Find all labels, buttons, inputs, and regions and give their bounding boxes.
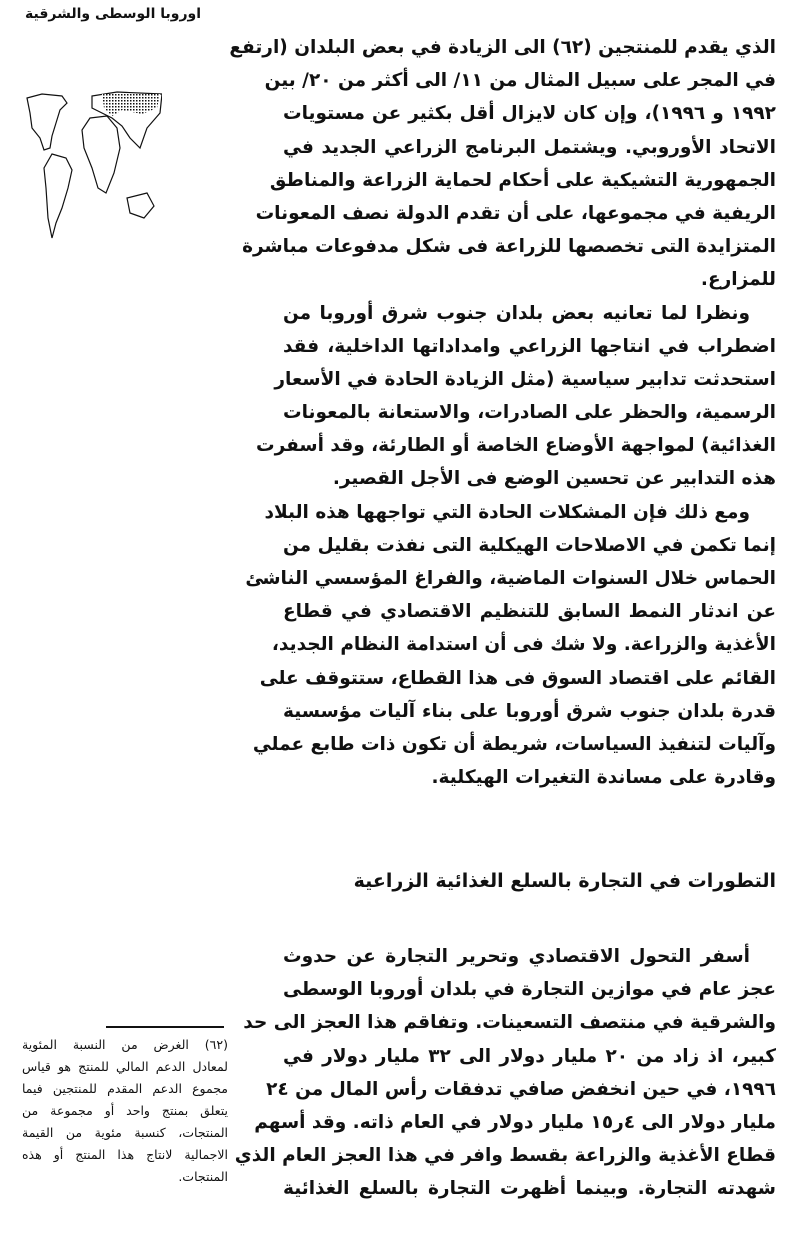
- text-line: اضطراب في انتاجها الزراعي وامداداتها الداخلية، فقد: [283, 335, 776, 357]
- text-line: قطاع الأغذية والزراعة بقسط وافر في هذا العجز العام الذي: [234, 1145, 776, 1167]
- text-line: كبير، اذ زاد من ٢٠ مليار دولار الى ٣٢ مليار دولار في: [283, 1045, 776, 1067]
- hatched-region: [102, 94, 160, 116]
- text-line: وآليات لتنفيذ السياسات، شريطة أن تكون ذات طابع عملي: [252, 733, 776, 755]
- text-line: ومع ذلك فإن المشكلات الحادة التي تواجهها هذه البلاد: [264, 501, 750, 523]
- running-head: اوروبا الوسطى والشرقية: [25, 6, 202, 22]
- paragraph-1: [229, 31, 776, 794]
- text-line: الحماس خلال السنوات الماضية، والفراغ المؤسسي الناشئ: [245, 568, 776, 589]
- text-line: المتزايدة التى تخصصها للزراعة فى شكل مدفوعات مباشرة: [242, 236, 776, 258]
- footnote-line: لمعادل الدعم المالي للمنتج هو قياس: [22, 1059, 228, 1074]
- footnote: [22, 1034, 228, 1188]
- text-line: والشرقية في منتصف التسعينات. وتفاقم هذا العجز الى حد: [243, 1012, 776, 1034]
- text-line: استحدثت تدابير سياسية (مثل الزيادة الحادة في الأسعار: [274, 368, 776, 390]
- text-line: الاتحاد الأوروبي. ويشتمل البرنامج الزراعي الجديد في: [283, 136, 776, 158]
- text-line: إنما تكمن في الاصلاحات الهيكلية التى نفذت بقليل من: [283, 534, 776, 556]
- world-map-icon: [22, 88, 162, 248]
- footnote-line: المنتجات.: [178, 1169, 228, 1184]
- text-line: ونظرا لما تعانيه بعض بلدان جنوب شرق أوروبا من: [283, 302, 750, 324]
- text-line: شهدته التجارة. وبينما أظهرت التجارة بالسلع الغذائية: [283, 1178, 776, 1200]
- footnote-line: المنتجات، كنسبة مئوية من القيمة: [22, 1125, 228, 1140]
- text-line: وقادرة على مساندة التغيرات الهيكلية.: [431, 767, 776, 789]
- paragraph-4: [234, 940, 776, 1206]
- text-line: ١٩٩٦، في حين انخفض صافي تدفقات رأس المال من ٢٤: [266, 1078, 776, 1100]
- text-line: عجز عام في موازين التجارة في بلدان أوروبا الوسطى: [283, 979, 776, 1001]
- footnote-line: (٦٢) الغرض من النسبة المئوية: [22, 1037, 228, 1052]
- text-line: عن اندثار النمط السابق للتنظيم الاقتصادي في قطاع: [283, 601, 776, 623]
- text-line: الذي يقدم للمنتجين (٦٢) الى الزيادة في بعض البلدان (ارتفع: [229, 37, 776, 58]
- text-line: في المجر على سبيل المثال من ١١/ الى أكثر من ٢٠/ بين: [264, 70, 776, 92]
- text-line: أسفر التحول الاقتصادي وتحرير التجارة عن حدوث: [283, 946, 750, 967]
- footnote-divider: [106, 1026, 224, 1028]
- text-line: الريفية في مجموعها، على أن تقدم الدولة نصف المعونات: [255, 202, 776, 224]
- footnote-line: الاجمالية لانتاج هذا المنتج أو هذه: [22, 1147, 228, 1162]
- section-heading: التطورات في التجارة بالسلع الغذائية الزراعية: [353, 870, 776, 892]
- text-line: للمزارع.: [700, 269, 776, 291]
- footnote-line: يتعلق بمنتج واحد أو مجموعة من: [22, 1103, 228, 1118]
- text-line: الجمهورية التشيكية على أحكام لحماية الزراعة والمناطق: [269, 169, 776, 191]
- text-line: القائم على اقتصاد السوق فى هذا القطاع، ستتوقف على: [259, 667, 776, 689]
- text-line: الأغذية والزراعة. ولا شك فى أن استدامة النظام الجديد،: [271, 634, 776, 656]
- text-line: مليار دولار الى ٤ر١٥ مليار دولار في العام ذاته. وقد أسهم: [254, 1111, 776, 1133]
- footnote-line: مجموع الدعم المقدم للمنتجين فيما: [22, 1081, 228, 1096]
- text-line: الرسمية، والحظر على الصادرات، والاستعانة بالمعونات: [283, 402, 776, 424]
- text-line: قدرة بلدان جنوب شرق أوروبا على بناء آليات مؤسسية: [283, 700, 776, 722]
- text-line: هذه التدابير عن تحسين الوضع فى الأجل القصير.: [332, 468, 776, 490]
- text-line: الغذائية) لمواجهة الأوضاع الخاصة أو الطارئة، وقد أسفرت: [256, 435, 776, 457]
- text-line: ١٩٩٢ و ١٩٩٦)، وإن كان لايزال أقل بكثير عن مستويات: [283, 103, 776, 125]
